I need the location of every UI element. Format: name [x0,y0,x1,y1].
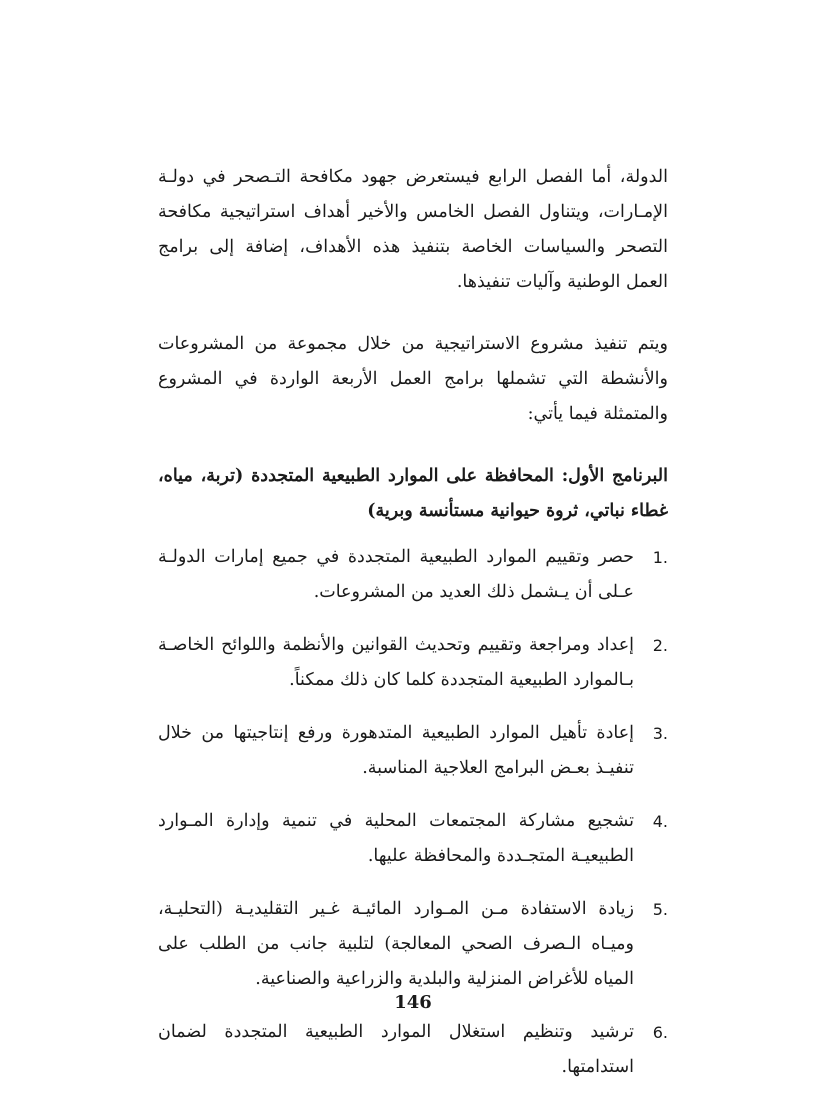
item-number: 1. [652,548,668,567]
page-number: 146 [394,992,432,1013]
page-body [158,160,668,1103]
item-number: 6. [652,1023,668,1042]
item-number: 2. [652,636,668,655]
item-number: 4. [652,812,668,831]
list-item [158,804,668,874]
item-text: ترشيد وتنظيم استغلال الموارد الطبيعية المتجددة لضمان استدامتها. [158,1022,634,1077]
list-item [158,628,668,698]
intro-paragraph: الدولة، أما الفصل الرابع فيستعرض جهود مكافحة التـصحر في دولـة الإمـارات، ويتناول الفصل الخامس والأخير أهداف استراتيجية مكافحة التصحر والسياسات الخاصة بتنفيذ هذه الأهداف، إضافة إلى برامج العمل الوطنية وآليات تنفيذها. [158,167,668,292]
item-text: تشجيع مشاركة المجتمعات المحلية في تنمية وإدارة المـوارد الطبيعيـة المتجـددة والمحافظة عليها. [158,811,634,866]
item-text: زيادة الاستفادة مـن المـوارد المائيـة غـير التقليديـة (التحليـة، وميـاه الـصرف الصحي المعالجة) لتلبية جانب من الطلب على المياه للأغراض المنزلية والبلدية والزراعية والصناعية. [158,899,634,989]
list-item [158,1015,668,1085]
item-text: حصر وتقييم الموارد الطبيعية المتجددة في جميع إمارات الدولـة عـلى أن يـشمل ذلك العديد من المشروعات. [158,547,634,602]
program-heading: البرنامج الأول: المحافظة على الموارد الطبيعية المتجددة (تربة، مياه، غطاء نباتي، ثروة حيوانية مستأنسة وبرية) [158,466,668,521]
implementation-paragraph: ويتم تنفيذ مشروع الاستراتيجية من خلال مجموعة من المشروعات والأنشطة التي تشملها برامج العمل الأربعة الواردة في المشروع والمتمثلة فيما يأتي: [158,334,668,424]
item-text: إعادة تأهيل الموارد الطبيعية المتدهورة ورفع إنتاجيتها من خلال تنفيـذ بعـض البرامج العلاجية المناسبة. [158,723,634,778]
item-number: 5. [652,900,668,919]
list-item [158,540,668,610]
list-item [158,716,668,786]
list-item [158,892,668,997]
item-text: إعداد ومراجعة وتقييم وتحديث القوانين والأنظمة واللوائح الخاصـة بـالموارد الطبيعية المتجددة كلما كان ذلك ممكناً. [158,635,634,690]
item-number: 3. [652,724,668,743]
